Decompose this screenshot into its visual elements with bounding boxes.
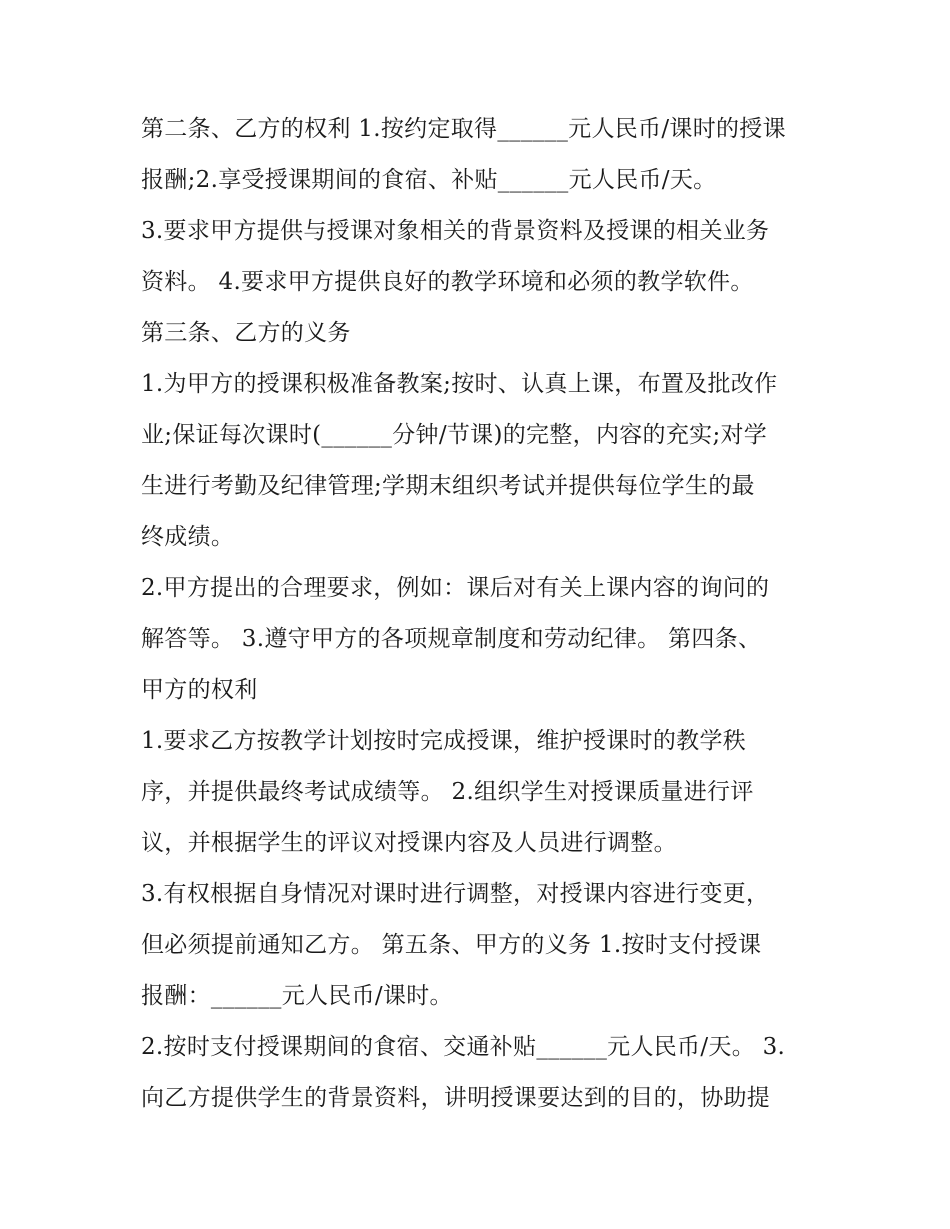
text-line: 资料。 4.要求甲方提供良好的教学环境和必须的教学软件。 <box>141 269 754 295</box>
text-line: 议，并根据学生的评议对授课内容及人员进行调整。 <box>141 830 677 856</box>
text-line: 生进行考勤及纪律管理;学期末组织考试并提供每位学生的最 <box>141 473 755 499</box>
text-line: 2.按时支付授课期间的食宿、交通补贴______元人民币/天。 3. <box>141 1034 786 1060</box>
document-body <box>141 104 821 1124</box>
text-line: 2.甲方提出的合理要求，例如：课后对有关上课内容的询问的 <box>141 575 770 601</box>
text-line: 序，并提供最终考试成绩等。 2.组织学生对授课质量进行评 <box>141 779 754 805</box>
text-line: 3.要求甲方提供与授课对象相关的背景资料及授课的相关业务 <box>141 218 770 244</box>
text-line: 3.有权根据自身情况对课时进行调整，对授课内容进行变更， <box>141 881 770 907</box>
text-line: 业;保证每次课时(______分钟/节课)的完整，内容的充实;对学 <box>141 422 768 448</box>
text-line: 解答等。 3.遵守甲方的各项规章制度和劳动纪律。 第四条、 <box>141 626 762 652</box>
text-line: 1.为甲方的授课积极准备教案;按时、认真上课，布置及批改作 <box>141 371 778 397</box>
text-line: 报酬;2.享受授课期间的食宿、补贴______元人民币/天。 <box>141 167 717 193</box>
section-heading: 第三条、乙方的义务 <box>141 320 351 346</box>
section-heading: 甲方的权利 <box>141 677 258 703</box>
text-line: 向乙方提供学生的背景资料，讲明授课要达到的目的，协助提 <box>141 1085 771 1111</box>
text-line: 终成绩。 <box>141 524 235 550</box>
text-line: 但必须提前通知乙方。 第五条、甲方的义务 1.按时支付授课 <box>141 932 762 958</box>
text-line: 第二条、乙方的权利 1.按约定取得______元人民币/课时的授课 <box>141 116 786 142</box>
text-line: 报酬：______元人民币/课时。 <box>141 983 453 1009</box>
text-line: 1.要求乙方按教学计划按时完成授课，维护授课时的教学秩 <box>141 728 747 754</box>
